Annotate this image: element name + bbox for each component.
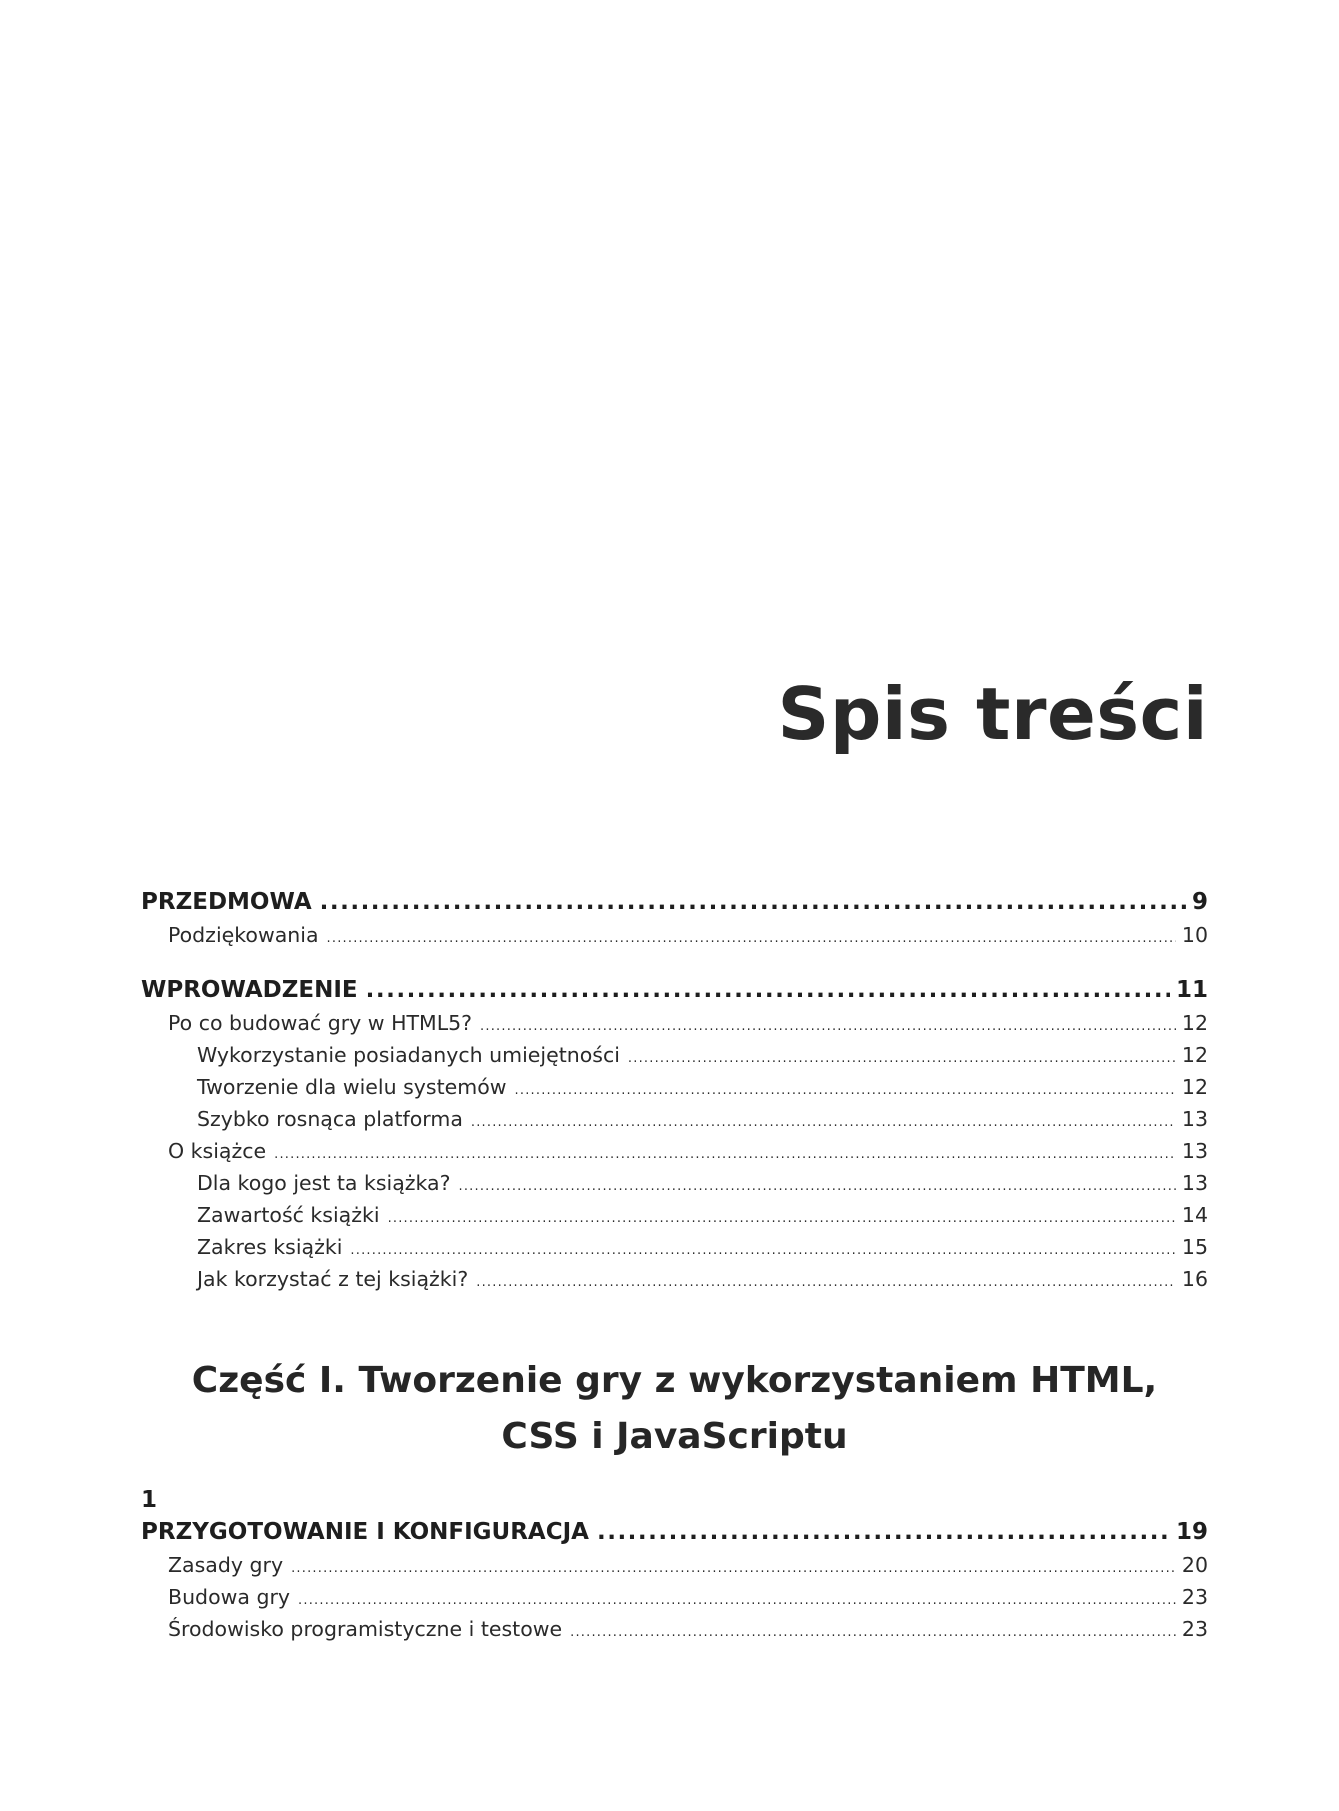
- toc-page-number: 19: [1175, 1519, 1208, 1545]
- toc-chapter-przedmowa[interactable]: [141, 885, 1208, 919]
- toc-entry[interactable]: [141, 1199, 1208, 1231]
- toc-entry-label: Jak korzystać z tej książki?: [197, 1267, 469, 1291]
- toc-entry-label: Zasady gry: [168, 1553, 284, 1577]
- toc-entry-label: Szybko rosnąca platforma: [197, 1107, 463, 1131]
- part-heading-line-1: Część I. Tworzenie gry z wykorzystaniem HTML,: [191, 1360, 1158, 1401]
- toc-entry[interactable]: [141, 919, 1208, 951]
- toc-page-number: 13: [1181, 1139, 1208, 1163]
- dot-leader: [480, 1007, 1176, 1039]
- toc-entry[interactable]: [141, 1549, 1208, 1581]
- toc-page-number: 10: [1181, 923, 1208, 947]
- toc-chapter-label: PRZEDMOWA: [141, 889, 312, 915]
- toc-entry-label: Tworzenie dla wielu systemów: [197, 1075, 507, 1099]
- toc-page-number: 12: [1181, 1075, 1208, 1099]
- toc-chapter-1: [141, 1485, 1208, 1645]
- toc-entry-label: Podziękowania: [168, 923, 319, 947]
- dot-leader: [459, 1167, 1176, 1199]
- dot-leader: [471, 1103, 1176, 1135]
- dot-leader: [350, 1231, 1176, 1263]
- chapter-number: 1: [141, 1487, 158, 1513]
- toc-front-matter: [141, 885, 1208, 1295]
- toc-entry[interactable]: [141, 1581, 1208, 1613]
- toc-page-number: 20: [1181, 1553, 1208, 1577]
- toc-page-number: 12: [1181, 1011, 1208, 1035]
- dot-leader: [597, 1515, 1170, 1549]
- toc-entry-label: Po co budować gry w HTML5?: [168, 1011, 473, 1035]
- section-gap: [141, 951, 1208, 973]
- dot-leader: [298, 1581, 1176, 1613]
- dot-leader: [366, 973, 1170, 1007]
- toc-chapter-label: WPROWADZENIE: [141, 977, 358, 1003]
- toc-page-number: 13: [1181, 1171, 1208, 1195]
- toc-page-number: 9: [1191, 889, 1208, 915]
- toc-page-number: 23: [1181, 1585, 1208, 1609]
- toc-entry[interactable]: [141, 1039, 1208, 1071]
- toc-entry[interactable]: [141, 1103, 1208, 1135]
- toc-entry[interactable]: [141, 1167, 1208, 1199]
- toc-chapter-label: PRZYGOTOWANIE I KONFIGURACJA: [141, 1519, 589, 1545]
- dot-leader: [327, 919, 1176, 951]
- dot-leader: [515, 1071, 1176, 1103]
- toc-entry-label: Budowa gry: [168, 1585, 291, 1609]
- toc-entry[interactable]: [141, 1135, 1208, 1167]
- toc-entry[interactable]: [141, 1007, 1208, 1039]
- toc-entry-label: Środowisko programistyczne i testowe: [168, 1617, 563, 1641]
- toc-entry-label: Dla kogo jest ta książka?: [197, 1171, 451, 1195]
- toc-page-number: 13: [1181, 1107, 1208, 1131]
- toc-page-number: 16: [1181, 1267, 1208, 1291]
- dot-leader: [388, 1199, 1176, 1231]
- toc-chapter-wprowadzenie[interactable]: [141, 973, 1208, 1007]
- dot-leader: [320, 885, 1186, 919]
- toc-page-number: 15: [1181, 1235, 1208, 1259]
- toc-entry-label: Zawartość książki: [197, 1203, 380, 1227]
- toc-entry[interactable]: [141, 1613, 1208, 1645]
- page-title: Spis treści: [777, 672, 1208, 757]
- toc-page-number: 12: [1181, 1043, 1208, 1067]
- toc-entry[interactable]: [141, 1071, 1208, 1103]
- toc-entry-label: Wykorzystanie posiadanych umiejętności: [197, 1043, 620, 1067]
- toc-entry-label: Zakres książki: [197, 1235, 343, 1259]
- dot-leader: [628, 1039, 1176, 1071]
- part-heading[interactable]: [141, 1353, 1208, 1465]
- part-heading-line-2: CSS i JavaScriptu: [501, 1416, 848, 1457]
- dot-leader: [291, 1549, 1176, 1581]
- toc-entry[interactable]: [141, 1263, 1208, 1295]
- toc-page-number: 23: [1181, 1617, 1208, 1641]
- dot-leader: [476, 1263, 1176, 1295]
- toc-entry[interactable]: [141, 1231, 1208, 1263]
- toc-entry-label: O książce: [168, 1139, 267, 1163]
- toc-page-number: 14: [1181, 1203, 1208, 1227]
- dot-leader: [570, 1613, 1176, 1645]
- toc-page-number: 11: [1175, 977, 1208, 1003]
- toc-chapter-przygotowanie[interactable]: [141, 1515, 1208, 1549]
- dot-leader: [274, 1135, 1176, 1167]
